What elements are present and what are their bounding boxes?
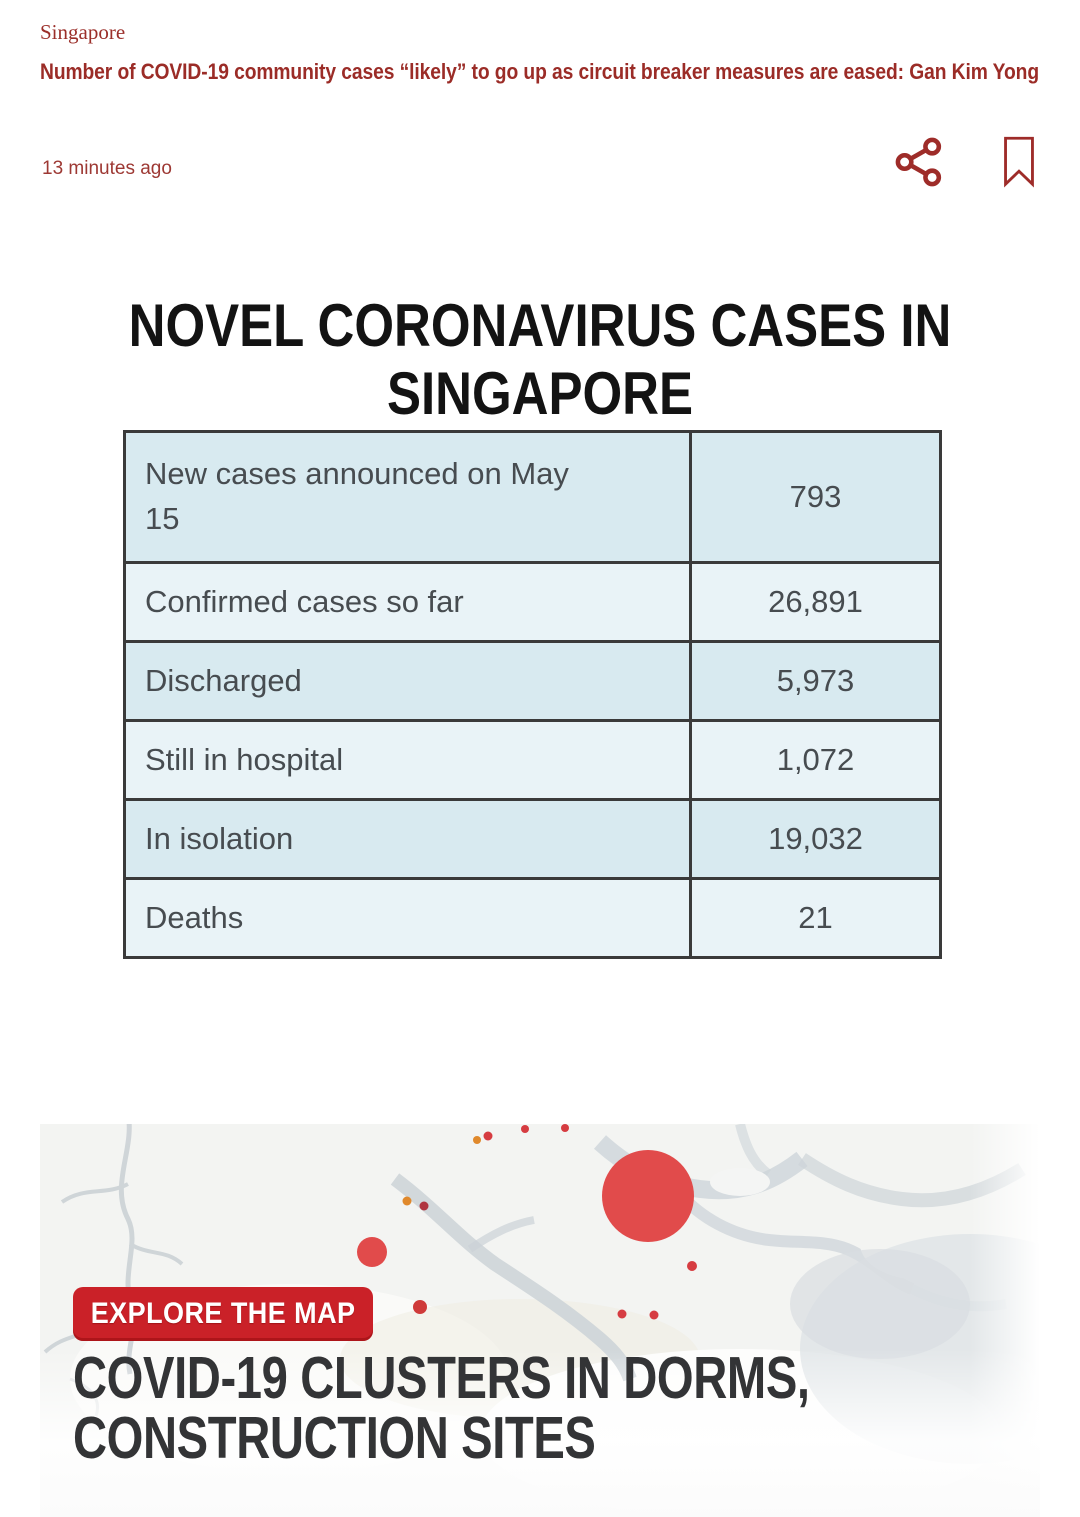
infographic-title-line2: SINGAPORE — [386, 360, 694, 427]
row-label: Still in hospital — [125, 721, 691, 800]
row-value: 26,891 — [691, 563, 941, 642]
row-value: 5,973 — [691, 642, 941, 721]
article-timestamp: 13 minutes ago — [42, 158, 172, 179]
row-value: 19,032 — [691, 800, 941, 879]
infographic-title — [0, 292, 1080, 428]
share-icon[interactable] — [894, 136, 946, 188]
map-banner-link[interactable] — [40, 1124, 1040, 1517]
row-label: Confirmed cases so far — [125, 563, 691, 642]
banner-headline-line2: CONSTRUCTION SITES — [73, 1405, 596, 1471]
table-row — [125, 879, 941, 958]
covid-stats-table — [123, 430, 942, 959]
article-headline[interactable]: Number of COVID-19 community cases “likely” to go up as circuit breaker measures are eased: Gan Kim Yong — [40, 59, 1040, 84]
table-row — [125, 800, 941, 879]
row-label: Discharged — [125, 642, 691, 721]
row-label: Deaths — [125, 879, 691, 958]
explore-map-button[interactable] — [73, 1287, 373, 1341]
banner-headline — [73, 1345, 994, 1471]
banner-headline-line1: COVID-19 CLUSTERS IN DORMS, — [73, 1345, 810, 1411]
row-label: In isolation — [125, 800, 691, 879]
row-value: 1,072 — [691, 721, 941, 800]
row-value: 793 — [691, 432, 941, 563]
table-row — [125, 563, 941, 642]
table-row — [125, 642, 941, 721]
row-label: New cases announced on May 15 — [125, 432, 691, 563]
bookmark-icon[interactable] — [1000, 134, 1038, 190]
table-row — [125, 432, 941, 563]
infographic-title-line1: NOVEL CORONAVIRUS CASES IN — [128, 292, 952, 359]
category-link-singapore[interactable]: Singapore — [40, 20, 126, 44]
explore-map-button-label: EXPLORE THE MAP — [90, 1297, 356, 1330]
row-value: 21 — [691, 879, 941, 958]
table-row — [125, 721, 941, 800]
